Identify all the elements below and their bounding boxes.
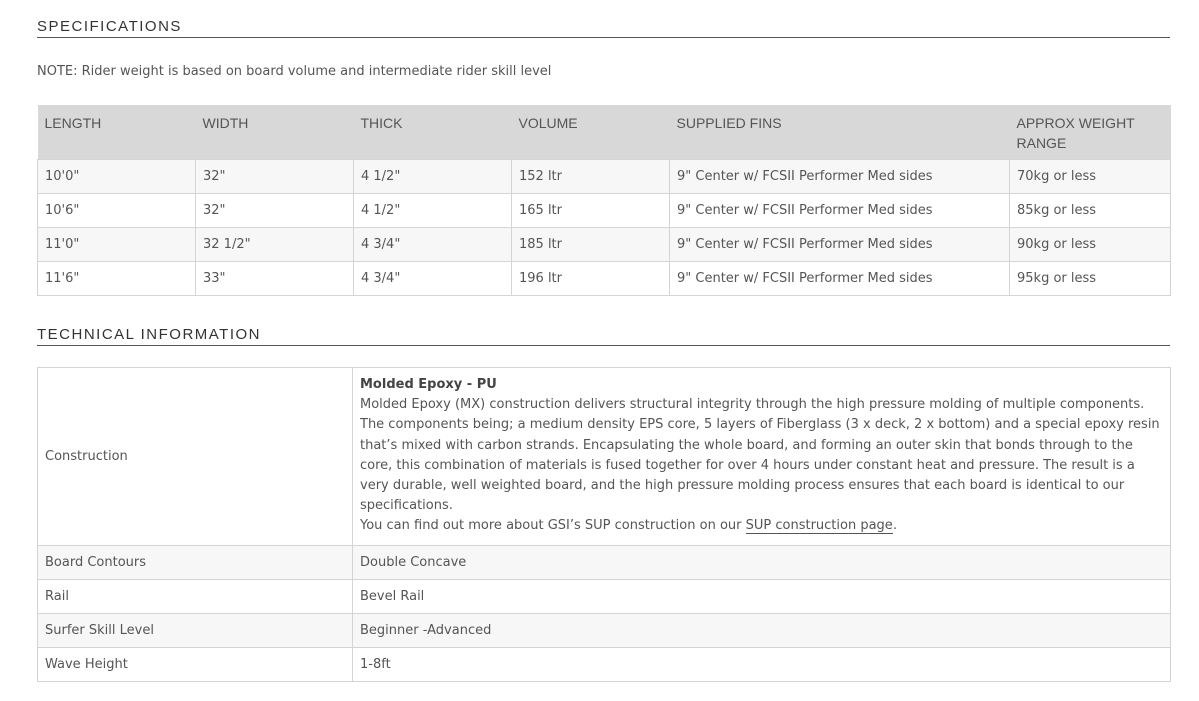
table-row <box>38 647 1171 681</box>
table-row <box>38 160 1171 194</box>
board-contours-label: Board Contours <box>38 545 353 579</box>
construction-value <box>353 368 1171 546</box>
board-contours-value: Double Concave <box>353 545 1171 579</box>
construction-link-line <box>360 516 1163 536</box>
table-row <box>38 262 1171 296</box>
cell-length: 10'0" <box>38 160 196 194</box>
header-thick: THICK <box>354 105 512 160</box>
cell-length: 10'6" <box>38 194 196 228</box>
cell-length: 11'0" <box>38 228 196 262</box>
table-row <box>38 579 1171 613</box>
rail-value: Bevel Rail <box>353 579 1171 613</box>
header-length: LENGTH <box>38 105 196 160</box>
wave-height-value: 1-8ft <box>353 647 1171 681</box>
link-prefix-text: You can find out more about GSI’s SUP construction on our <box>360 518 746 534</box>
specifications-table <box>37 105 1171 296</box>
cell-fins: 9" Center w/ FCSII Performer Med sides <box>670 228 1010 262</box>
header-width: WIDTH <box>196 105 354 160</box>
table-row <box>38 613 1171 647</box>
cell-thick: 4 1/2" <box>354 160 512 194</box>
cell-width: 32" <box>196 194 354 228</box>
construction-label: Construction <box>38 368 353 546</box>
construction-description: Molded Epoxy (MX) construction delivers structural integrity through the high pressure molding of multiple components. The components being; a medium density EPS core, 5 layers of Fiberglass (3 x deck, 2 x bottom) and a special epoxy resin that’s mixed with carbon strands. Encapsulating the whole board, and forming an outer skin that bonds through to the core, this combination of materials is fused together for over 4 hours under constant heat and pressure. The result is a very durable, well weighted board, and the high pressure molding process ensures that each board is identical to our specifications. <box>360 397 1160 514</box>
sup-construction-link[interactable]: SUP construction page <box>745 518 893 534</box>
cell-width: 33" <box>196 262 354 296</box>
table-row <box>38 368 1171 546</box>
cell-weight: 95kg or less <box>1010 262 1171 296</box>
header-volume: VOLUME <box>512 105 670 160</box>
cell-thick: 4 1/2" <box>354 194 512 228</box>
table-row <box>38 228 1171 262</box>
table-row <box>38 194 1171 228</box>
table-row <box>38 545 1171 579</box>
cell-width: 32 1/2" <box>196 228 354 262</box>
rail-label: Rail <box>38 579 353 613</box>
cell-volume: 152 ltr <box>512 160 670 194</box>
wave-height-label: Wave Height <box>38 647 353 681</box>
cell-thick: 4 3/4" <box>354 262 512 296</box>
header-weight-range: APPROX WEIGHT RANGE <box>1010 105 1171 160</box>
cell-length: 11'6" <box>38 262 196 296</box>
cell-weight: 90kg or less <box>1010 228 1171 262</box>
technical-information-heading: TECHNICAL INFORMATION <box>37 326 1170 346</box>
cell-weight: 70kg or less <box>1010 160 1171 194</box>
cell-volume: 165 ltr <box>512 194 670 228</box>
cell-width: 32" <box>196 160 354 194</box>
header-supplied-fins: SUPPLIED FINS <box>670 105 1010 160</box>
specifications-heading: SPECIFICATIONS <box>37 18 1170 38</box>
cell-volume: 196 ltr <box>512 262 670 296</box>
table-header-row <box>38 105 1171 160</box>
technical-information-table <box>37 367 1171 682</box>
surfer-skill-level-label: Surfer Skill Level <box>38 613 353 647</box>
cell-thick: 4 3/4" <box>354 228 512 262</box>
cell-fins: 9" Center w/ FCSII Performer Med sides <box>670 160 1010 194</box>
cell-weight: 85kg or less <box>1010 194 1171 228</box>
cell-fins: 9" Center w/ FCSII Performer Med sides <box>670 194 1010 228</box>
rider-weight-note: NOTE: Rider weight is based on board volume and intermediate rider skill level <box>37 64 552 79</box>
cell-fins: 9" Center w/ FCSII Performer Med sides <box>670 262 1010 296</box>
surfer-skill-level-value: Beginner -Advanced <box>353 613 1171 647</box>
link-suffix-text: . <box>892 518 897 534</box>
cell-volume: 185 ltr <box>512 228 670 262</box>
construction-heading: Molded Epoxy - PU <box>360 377 497 392</box>
